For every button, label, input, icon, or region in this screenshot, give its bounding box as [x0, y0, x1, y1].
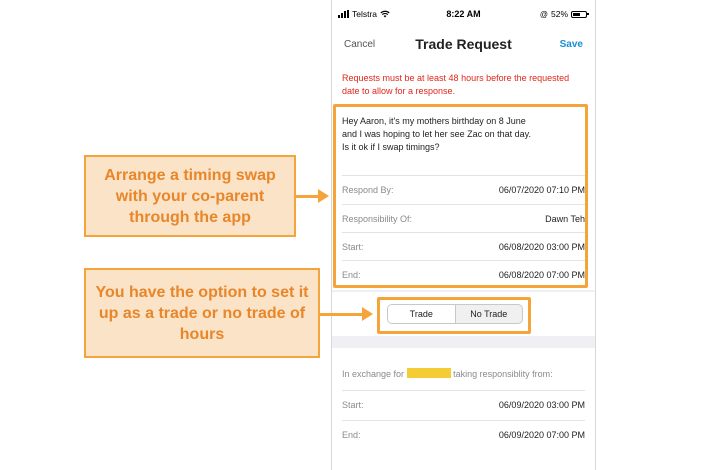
- row-value: 06/09/2020 07:00 PM: [498, 429, 585, 440]
- no-trade-option[interactable]: No Trade: [470, 309, 508, 319]
- timing-swap-arrow-head: [318, 189, 329, 203]
- trade-option-arrow-head: [362, 307, 373, 321]
- timing-swap-callout: [84, 155, 296, 237]
- row-value: Dawn Teh: [545, 213, 585, 224]
- timing-swap-arrow: [296, 195, 320, 198]
- status-bar: [332, 0, 595, 28]
- row-label: End:: [342, 269, 361, 280]
- message-text[interactable]: Hey Aaron, it's my mothers birthday on 8 June and I was hoping to let her see Zac on that day. Is it ok if I swap timings?: [342, 116, 531, 152]
- trade-option-callout: [84, 268, 320, 358]
- row-label: Start:: [342, 241, 364, 252]
- row-label: Respond By:: [342, 184, 394, 195]
- exchange-text: [342, 368, 553, 379]
- nav-bar: [332, 28, 595, 64]
- trade-option[interactable]: Trade: [388, 305, 456, 323]
- row-value: 06/07/2020 07:10 PM: [498, 184, 585, 195]
- battery-percent: 52%: [550, 9, 568, 19]
- status-time: 8:22 AM: [446, 9, 481, 19]
- warning-message: Requests must be at least 48 hours before the requested date to allow for a response.: [332, 64, 595, 108]
- trade-option-arrow: [320, 313, 363, 316]
- cancel-button[interactable]: Cancel: [344, 39, 376, 50]
- trade-option-callout-text: You have the option to set it up as a trade or no trade of hours: [95, 283, 309, 343]
- redacted-name: [407, 368, 451, 378]
- exchange-end-row[interactable]: [342, 420, 585, 448]
- exchange-start-row[interactable]: [342, 390, 585, 418]
- page-title: Trade Request: [415, 36, 512, 52]
- row-value: 06/08/2020 03:00 PM: [498, 241, 585, 252]
- exchange-card: [332, 348, 595, 470]
- save-button[interactable]: Save: [559, 39, 583, 50]
- row-value: 06/09/2020 03:00 PM: [498, 399, 585, 410]
- toggle-highlight-box: [377, 297, 531, 334]
- exchange-suffix: taking responsiblity from:: [453, 369, 553, 379]
- row-label: Start:: [342, 399, 364, 410]
- carrier-name: Telstra: [352, 9, 378, 19]
- row-value: 06/08/2020 07:00 PM: [498, 269, 585, 280]
- request-highlight-box: [333, 104, 588, 288]
- timing-swap-callout-text: Arrange a timing swap with your co-parent through the app: [104, 166, 276, 226]
- orientation-lock-icon: @: [539, 9, 548, 19]
- exchange-prefix: In exchange for: [342, 369, 405, 379]
- row-label: End:: [342, 429, 361, 440]
- battery-icon: [571, 11, 587, 18]
- row-label: Responsibility Of:: [342, 213, 413, 224]
- status-right: [540, 9, 587, 19]
